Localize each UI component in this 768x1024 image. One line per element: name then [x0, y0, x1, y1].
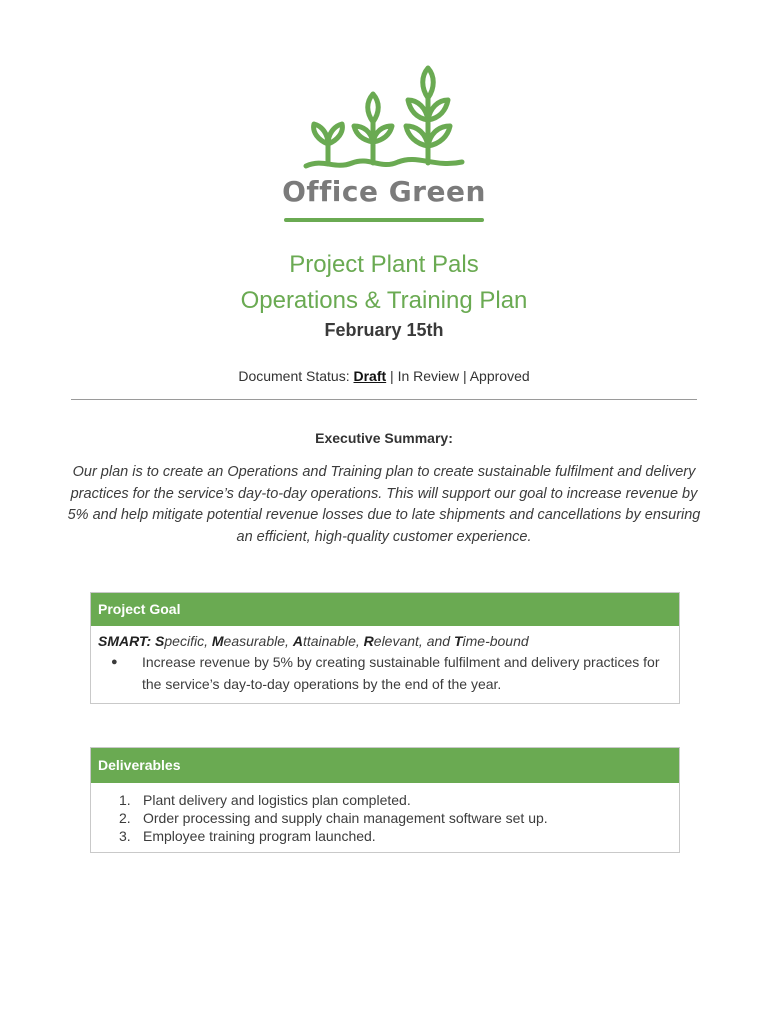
plan-title: Operations & Training Plan — [240, 287, 528, 314]
sprouting-plants-icon — [294, 62, 474, 174]
goal-text: Increase revenue by 5% by creating sustainable fulfilment and delivery practices for the service’s day-to-day operations by the end of the year. — [142, 654, 660, 692]
divider — [71, 399, 697, 400]
project-title: Project Plant Pals — [289, 251, 479, 278]
list-item — [119, 791, 672, 809]
executive-summary-heading: Executive Summary: — [315, 430, 453, 446]
list-number: 1. — [119, 792, 131, 808]
smart-term: ime-bound — [462, 633, 529, 649]
smart-term: ttainable, — [302, 633, 364, 649]
smart-initial: R — [363, 633, 374, 649]
list-text: Employee training program launched. — [143, 828, 376, 844]
list-text: Order processing and supply chain management software set up. — [143, 810, 548, 826]
status-separator: | — [386, 368, 398, 384]
project-goal-heading: Project Goal — [91, 593, 679, 626]
status-draft[interactable]: Draft — [353, 368, 387, 384]
goal-bullet-item — [91, 649, 679, 695]
status-label: Document Status: — [238, 368, 350, 384]
smart-criteria — [91, 626, 679, 649]
status-separator: | — [459, 368, 470, 384]
brand-name: Office Green — [282, 175, 486, 208]
list-item — [119, 809, 672, 827]
list-number: 2. — [119, 810, 131, 826]
brand-logo — [0, 62, 768, 222]
project-goal-table — [90, 592, 680, 704]
list-item — [119, 827, 672, 845]
smart-initial: T — [453, 633, 463, 649]
status-approved[interactable]: Approved — [469, 368, 530, 384]
document-date: February 15th — [324, 320, 444, 340]
bullet-icon: ● — [111, 656, 118, 668]
smart-term: elevant, and — [373, 633, 454, 649]
smart-initial: M — [211, 633, 224, 649]
logo-underline — [284, 218, 484, 222]
smart-term: pecific, — [164, 633, 212, 649]
smart-label: SMART: — [98, 633, 152, 649]
smart-initial: A — [292, 633, 303, 649]
smart-term: easurable, — [223, 633, 293, 649]
deliverables-heading: Deliverables — [91, 748, 679, 783]
list-text: Plant delivery and logistics plan completed. — [143, 792, 411, 808]
deliverables-table — [90, 747, 680, 853]
smart-initial: S — [155, 633, 165, 649]
executive-summary-body: Our plan is to create an Operations and Training plan to create sustainable fulfilment and delivery practices for the service’s day-to-day operations. This will support our goal to increase revenue by 5% and help mitigate potential revenue losses due to late shipments and cancellations by ensuring an efficient, high-quality customer experience. — [67, 464, 701, 545]
deliverables-list — [91, 783, 679, 845]
list-number: 3. — [119, 828, 131, 844]
document-status — [0, 368, 768, 384]
status-in-review[interactable]: In Review — [397, 368, 460, 384]
